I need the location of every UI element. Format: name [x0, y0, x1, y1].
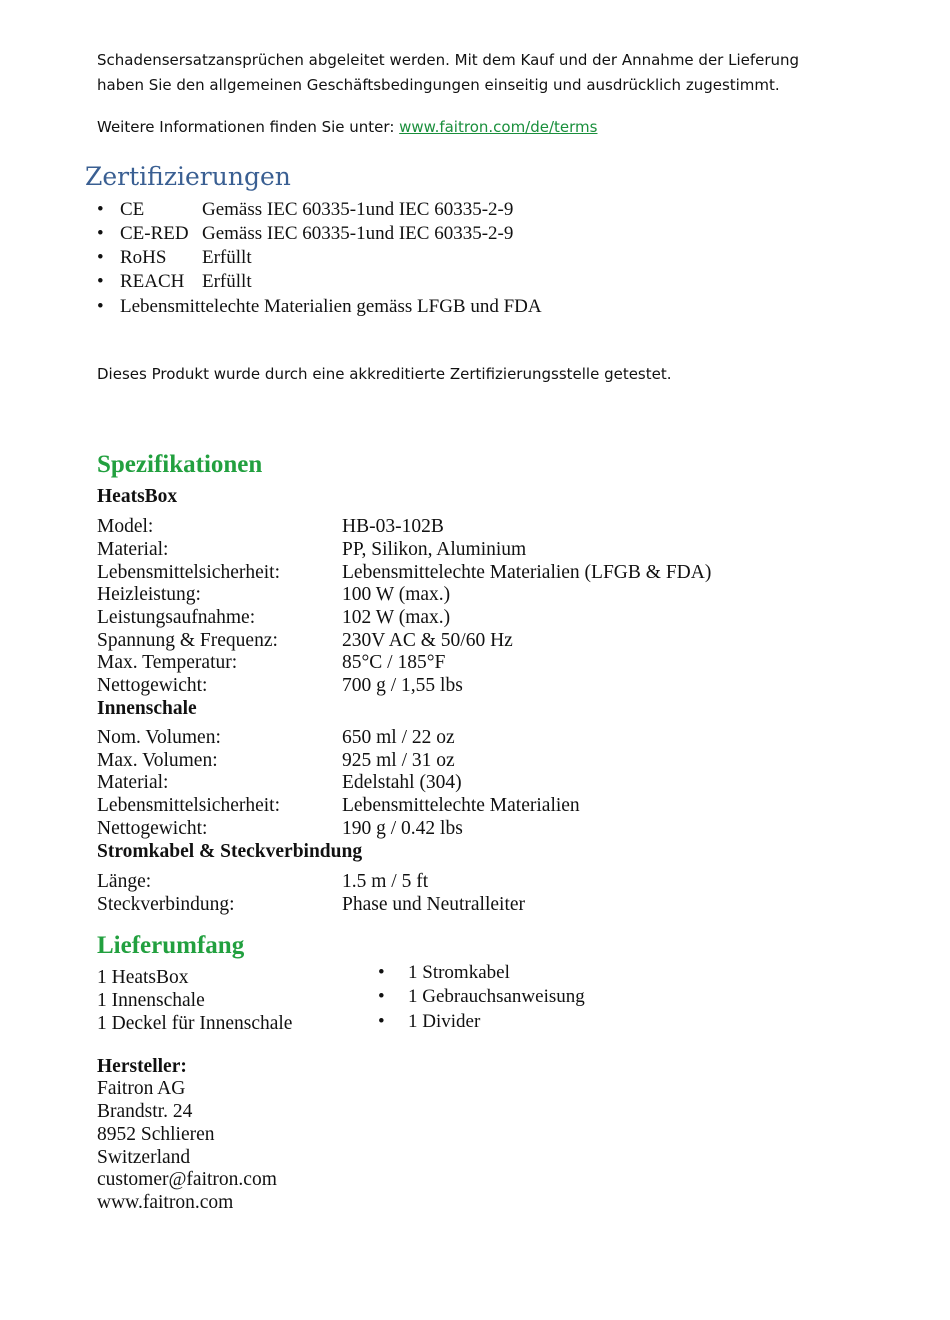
certifications-heading: Zertifizierungen — [85, 162, 291, 191]
bullet-icon: • — [97, 223, 104, 244]
spec-key: Max. Volumen: — [97, 750, 218, 771]
spec-key: Leistungsaufnahme: — [97, 607, 256, 628]
spec-row — [97, 516, 857, 539]
spec-row — [97, 894, 857, 917]
scope-left-item: 1 HeatsBox — [97, 967, 189, 988]
scope-right-item — [378, 1011, 481, 1033]
spec-key: Lebensmittelsicherheit: — [97, 562, 281, 583]
scope-right-label: 1 Gebrauchsanweisung — [408, 986, 585, 1007]
cert-item — [97, 247, 252, 269]
intro-line-1: Schadensersatzansprüchen abgeleitet werden. Mit dem Kauf und der Annahme der Lieferung — [97, 51, 800, 69]
spec-row — [97, 818, 857, 841]
spec-value: 925 ml / 31 oz — [342, 750, 455, 771]
manufacturer-line: Switzerland — [97, 1147, 191, 1168]
heatsbox-title: HeatsBox — [97, 486, 178, 507]
scope-heading: Lieferumfang — [97, 932, 245, 959]
cert-value: Erfüllt — [202, 247, 252, 268]
spec-key: Nettogewicht: — [97, 818, 208, 839]
more-info — [97, 118, 597, 136]
spec-key: Max. Temperatur: — [97, 652, 238, 673]
more-info-prefix: Weitere Informationen finden Sie unter: — [97, 118, 400, 136]
spec-value: 700 g / 1,55 lbs — [342, 675, 463, 696]
cert-key: REACH — [120, 271, 185, 292]
spec-value: HB-03-102B — [342, 516, 444, 537]
specs-heading: Spezifikationen — [97, 451, 263, 478]
spec-key: Material: — [97, 772, 169, 793]
cert-item — [97, 199, 514, 221]
bullet-icon: • — [97, 296, 104, 317]
manufacturer-line: Faitron AG — [97, 1078, 186, 1099]
intro-line-2: haben Sie den allgemeinen Geschäftsbedingungen einseitig und ausdrücklich zugestimmt. — [97, 76, 780, 94]
bullet-icon: • — [378, 962, 385, 983]
spec-value: 1.5 m / 5 ft — [342, 871, 429, 892]
spec-value: Lebensmittelechte Materialien — [342, 795, 580, 816]
spec-value: 102 W (max.) — [342, 607, 451, 628]
manufacturer-line: 8952 Schlieren — [97, 1124, 215, 1145]
scope-right-label: 1 Stromkabel — [408, 962, 510, 983]
spec-row — [97, 871, 857, 894]
cert-key: CE — [120, 199, 145, 220]
spec-value: 100 W (max.) — [342, 584, 451, 605]
manufacturer-line: Brandstr. 24 — [97, 1101, 193, 1122]
spec-value: Lebensmittelechte Materialien (LFGB & FDA) — [342, 562, 712, 583]
scope-left-item: 1 Innenschale — [97, 990, 205, 1011]
spec-row — [97, 727, 857, 750]
spec-row — [97, 584, 857, 607]
cert-value: Erfüllt — [202, 271, 252, 292]
manufacturer-website: www.faitron.com — [97, 1192, 234, 1213]
spec-key: Nettogewicht: — [97, 675, 208, 696]
cert-value: Gemäss IEC 60335-1und IEC 60335-2-9 — [202, 199, 514, 220]
cert-item — [97, 223, 514, 245]
cert-key: Lebensmittelechte Materialien gemäss LFGB und FDA — [120, 296, 542, 317]
spec-row — [97, 607, 857, 630]
terms-link[interactable]: www.faitron.com/de/terms — [399, 118, 598, 136]
spec-key: Lebensmittelsicherheit: — [97, 795, 281, 816]
spec-key: Material: — [97, 539, 169, 560]
scope-right-item — [378, 986, 585, 1008]
spec-value: 650 ml / 22 oz — [342, 727, 455, 748]
spec-row — [97, 562, 857, 585]
manufacturer-label: Hersteller: — [97, 1056, 187, 1077]
spec-row — [97, 652, 857, 675]
bullet-icon: • — [378, 1011, 385, 1032]
bullet-icon: • — [97, 247, 104, 268]
cert-item — [97, 296, 542, 318]
spec-row — [97, 750, 857, 773]
manufacturer-email: customer@faitron.com — [97, 1169, 277, 1190]
spec-row — [97, 795, 857, 818]
bullet-icon: • — [97, 271, 104, 292]
kabel-title: Stromkabel & Steckverbindung — [97, 841, 363, 862]
scope-left-item: 1 Deckel für Innenschale — [97, 1013, 293, 1034]
spec-value: 85°C / 185°F — [342, 652, 446, 673]
bullet-icon: • — [97, 199, 104, 220]
innenschale-title: Innenschale — [97, 698, 197, 719]
spec-key: Nom. Volumen: — [97, 727, 221, 748]
spec-value: 230V AC & 50/60 Hz — [342, 630, 513, 651]
spec-value: PP, Silikon, Aluminium — [342, 539, 527, 560]
spec-row — [97, 630, 857, 653]
cert-key: CE-RED — [120, 223, 189, 244]
spec-row — [97, 539, 857, 562]
spec-value: Edelstahl (304) — [342, 772, 462, 793]
cert-value: Gemäss IEC 60335-1und IEC 60335-2-9 — [202, 223, 514, 244]
bullet-icon: • — [378, 986, 385, 1007]
spec-row — [97, 675, 857, 698]
spec-key: Heizleistung: — [97, 584, 201, 605]
cert-item — [97, 271, 252, 293]
cert-note: Dieses Produkt wurde durch eine akkreditierte Zertifizierungsstelle getestet. — [97, 365, 672, 383]
spec-key: Steckverbindung: — [97, 894, 235, 915]
spec-key: Spannung & Frequenz: — [97, 630, 278, 651]
spec-value: 190 g / 0.42 lbs — [342, 818, 463, 839]
spec-value: Phase und Neutralleiter — [342, 894, 526, 915]
spec-row — [97, 772, 857, 795]
spec-key: Länge: — [97, 871, 152, 892]
scope-right-label: 1 Divider — [408, 1011, 481, 1032]
spec-key: Model: — [97, 516, 154, 537]
scope-right-item — [378, 962, 510, 984]
cert-key: RoHS — [120, 247, 167, 268]
